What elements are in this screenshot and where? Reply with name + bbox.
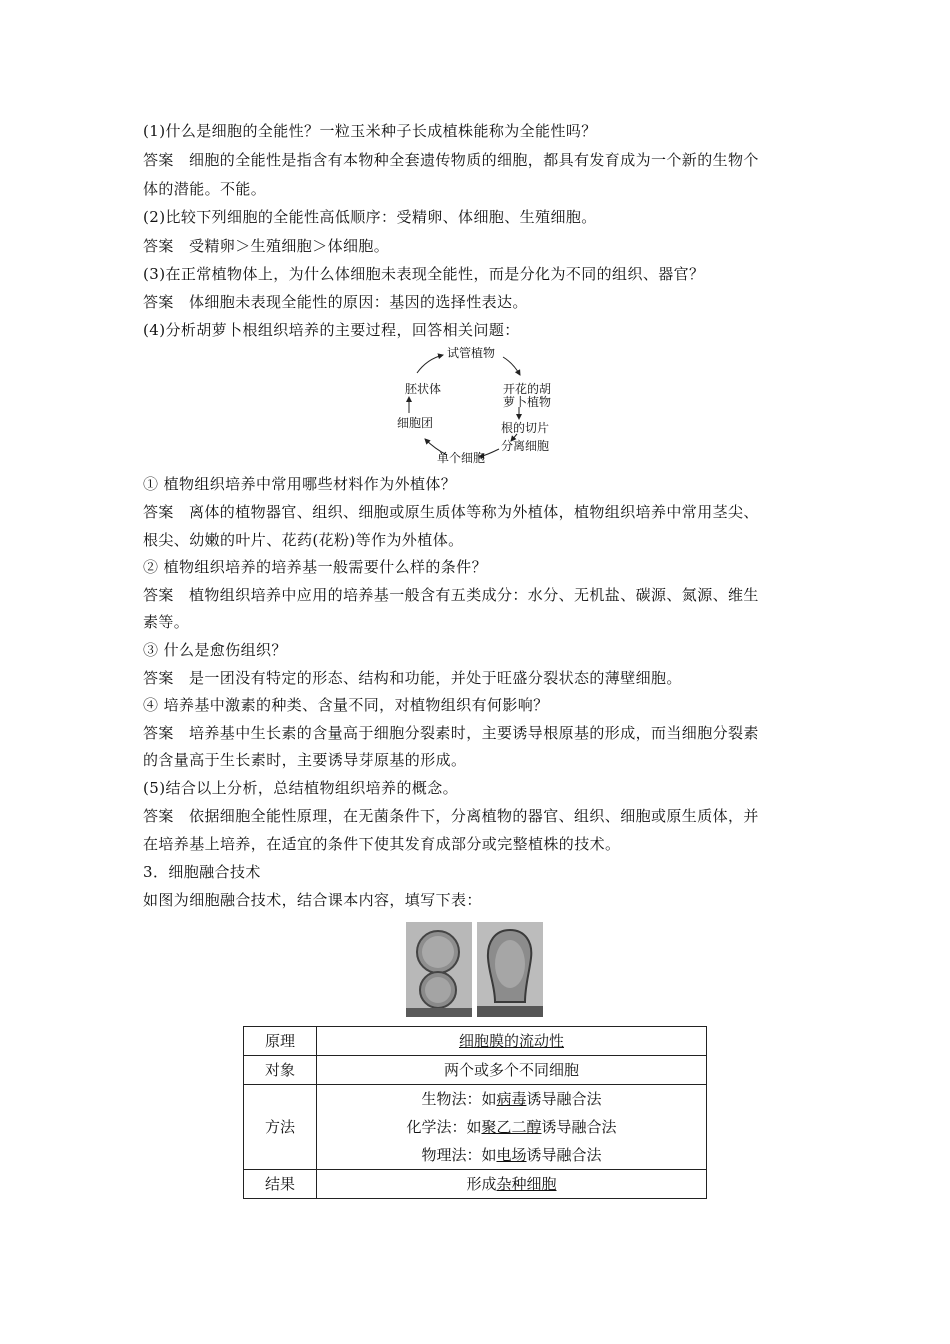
cell-fusion-photo-before (406, 922, 472, 1017)
answer-label: 答案 (143, 807, 174, 825)
answer-label: 答案 (143, 586, 174, 604)
answer-label: 答案 (143, 293, 174, 311)
question-4-2: ② 植物组织培养的培养基一般需要什么样的条件？ (143, 558, 487, 576)
method-chemical: 化学法：如聚乙二醇诱导融合法 (406, 1118, 617, 1136)
row-key-method: 方法 (244, 1085, 317, 1170)
answer-5-line-1 (143, 806, 823, 826)
row-value-method (317, 1085, 707, 1170)
answer-label: 答案 (143, 237, 174, 255)
answer-text: 细胞的全能性是指含有本物种全套遗传物质的细胞，都具有发育成为一个新的生物个 (189, 151, 759, 169)
cell-fusion-table (243, 1026, 707, 1199)
table-row (244, 1027, 707, 1056)
answer-label: 答案 (143, 724, 174, 742)
row-key-result: 结果 (244, 1170, 317, 1199)
answer-4-4-line-2: 的含量高于生长素时，主要诱导芽原基的形成。 (143, 751, 467, 769)
table-row (244, 1085, 707, 1170)
answer-1-line-1 (143, 150, 823, 170)
node-root-slice: 根的切片 (501, 421, 550, 435)
question-4-3: ③ 什么是愈伤组织？ (143, 641, 287, 659)
question-4: (4)分析胡萝卜根组织培养的主要过程，回答相关问题： (143, 321, 520, 339)
tissue-culture-cycle-diagram (395, 345, 565, 467)
answer-4-1-line-2: 根尖、幼嫩的叶片、花药(花粉)等作为外植体。 (143, 531, 464, 549)
answer-text: 依据细胞全能性原理，在无菌条件下，分离植物的器官、组织、细胞或原生质体，并 (189, 807, 759, 825)
question-2: (2)比较下列细胞的全能性高低顺序：受精卵、体细胞、生殖细胞。 (143, 208, 597, 226)
node-test-tube-plant: 试管植物 (447, 346, 496, 360)
answer-3 (143, 292, 823, 312)
question-4-4: ④ 培养基中激素的种类、含量不同，对植物组织有何影响？ (143, 696, 549, 714)
node-single-cell: 单个细胞 (437, 451, 486, 465)
node-cell-mass: 细胞团 (397, 416, 434, 430)
section-3-title: 3．细胞融合技术 (143, 863, 261, 881)
answer-4-3 (143, 668, 823, 688)
answer-text: 离体的植物器官、组织、细胞或原生质体等称为外植体，植物组织培养中常用茎尖、 (189, 503, 759, 521)
node-embryoid: 胚状体 (405, 382, 442, 396)
answer-text: 体细胞未表现全能性的原因：基因的选择性表达。 (189, 293, 528, 311)
result-answer: 杂种细胞 (496, 1175, 557, 1193)
table-row (244, 1056, 707, 1085)
method-biological-answer: 病毒 (496, 1090, 527, 1108)
answer-label: 答案 (143, 151, 174, 169)
question-4-1: ① 植物组织培养中常用哪些材料作为外植体？ (143, 475, 457, 493)
principle-answer: 细胞膜的流动性 (458, 1032, 564, 1050)
method-chemical-answer: 聚乙二醇 (481, 1118, 542, 1136)
row-value-principle (317, 1027, 707, 1056)
answer-text: 植物组织培养中应用的培养基一般含有五类成分：水分、无机盐、碳源、氮源、维生 (189, 586, 759, 604)
method-physical-answer: 电场 (496, 1146, 527, 1164)
node-flowering-carrot-b: 萝卜植物 (503, 395, 552, 409)
answer-text: 受精卵＞生殖细胞＞体细胞。 (189, 237, 390, 255)
cell-fusion-photo-after (477, 922, 543, 1017)
two-separate-cells-image (406, 922, 472, 1017)
answer-4-2-line-1 (143, 585, 823, 605)
question-5: (5)结合以上分析，总结植物组织培养的概念。 (143, 779, 459, 797)
answer-label: 答案 (143, 503, 174, 521)
table-row (244, 1170, 707, 1199)
row-value-object: 两个或多个不同细胞 (317, 1056, 707, 1085)
node-flowering-carrot-a: 开花的胡 (503, 382, 552, 396)
row-key-principle: 原理 (244, 1027, 317, 1056)
answer-4-4-line-1 (143, 723, 823, 743)
answer-4-1-line-1 (143, 502, 823, 522)
answer-2 (143, 236, 823, 256)
answer-5-line-2: 在培养基上培养，在适宜的条件下使其发育成部分或完整植株的技术。 (143, 835, 621, 853)
question-3: (3)在正常植物体上，为什么体细胞未表现全能性，而是分化为不同的组织、器官？ (143, 265, 705, 283)
section-3-intro: 如图为细胞融合技术，结合课本内容，填写下表： (143, 891, 482, 909)
answer-4-2-line-2: 素等。 (143, 613, 190, 631)
answer-text: 培养基中生长素的含量高于细胞分裂素时，主要诱导根原基的形成，而当细胞分裂素 (189, 724, 759, 742)
row-key-object: 对象 (244, 1056, 317, 1085)
method-physical: 物理法：如电场诱导融合法 (421, 1146, 602, 1164)
fused-cell-image (477, 922, 543, 1017)
answer-text: 是一团没有特定的形态、结构和功能，并处于旺盛分裂状态的薄壁细胞。 (189, 669, 682, 687)
row-value-result: 形成杂种细胞 (317, 1170, 707, 1199)
answer-1-line-2: 体的潜能。不能。 (143, 180, 267, 198)
method-biological: 生物法：如病毒诱导融合法 (421, 1090, 602, 1108)
node-separated-cells: 分离细胞 (501, 439, 550, 453)
question-1: (1)什么是细胞的全能性？一粒玉米种子长成植株能称为全能性吗？ (143, 122, 597, 140)
answer-label: 答案 (143, 669, 174, 687)
